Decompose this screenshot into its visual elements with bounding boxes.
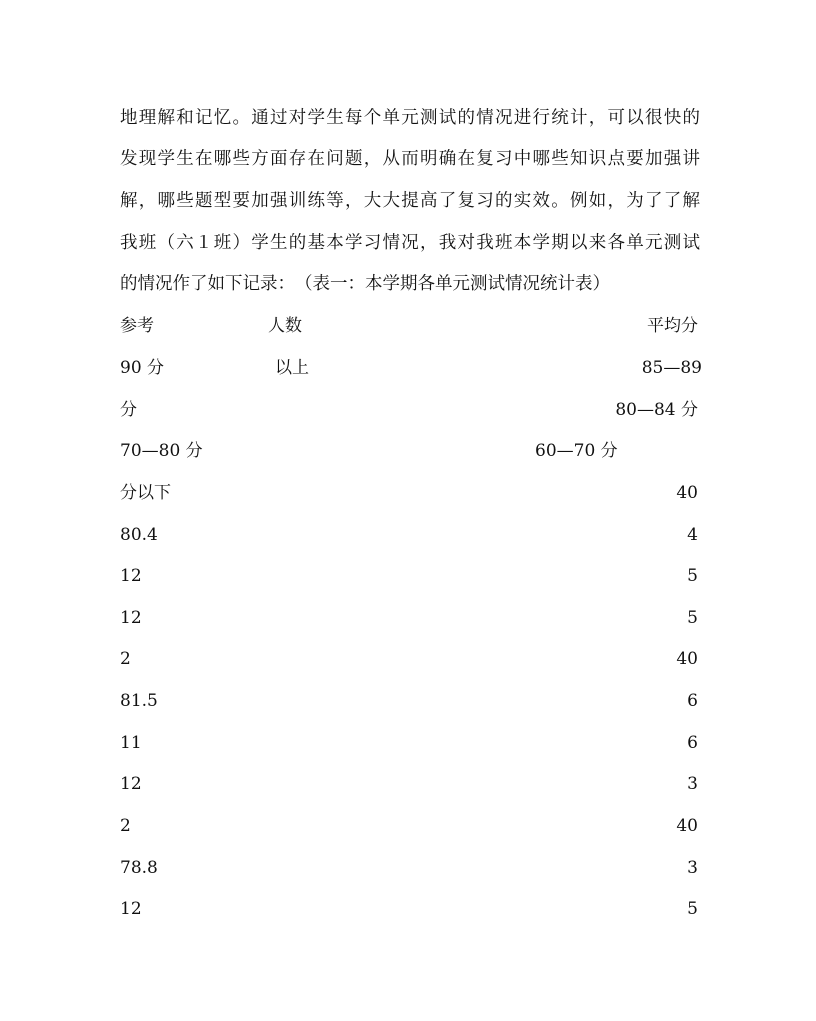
table-cell: 60—70 分	[535, 441, 618, 461]
paragraph-line-1: 地理解和记忆。通过对学生每个单元测试的情况进行统计，可以很快的	[120, 108, 700, 128]
table-cell: 78.8	[120, 858, 158, 878]
table-cell: 6	[687, 691, 698, 711]
table-cell: 3	[687, 858, 698, 878]
table-cell: 81.5	[120, 691, 158, 711]
table-cell: 5	[687, 899, 698, 919]
table-cell: 11	[120, 733, 142, 753]
table-header-count: 人数	[268, 316, 302, 336]
table-cell: 12	[120, 899, 142, 919]
paragraph-line-2: 发现学生在哪些方面存在问题，从而明确在复习中哪些知识点要加强讲	[120, 149, 700, 169]
table-cell: 4	[687, 525, 698, 545]
table-cell: 80.4	[120, 525, 158, 545]
table-cell: 6	[687, 733, 698, 753]
table-cell: 5	[687, 566, 698, 586]
table-cell: 80—84 分	[615, 400, 698, 420]
table-cell: 12	[120, 608, 142, 628]
table-cell: 5	[687, 608, 698, 628]
table-cell: 40	[676, 483, 698, 503]
table-cell: 12	[120, 566, 142, 586]
table-cell: 12	[120, 774, 142, 794]
table-cell: 3	[687, 774, 698, 794]
table-cell: 40	[676, 649, 698, 669]
table-cell: 分	[120, 400, 137, 420]
table-cell: 2	[120, 649, 131, 669]
table-cell: 90 分	[120, 358, 165, 378]
table-cell: 2	[120, 816, 131, 836]
paragraph-line-5: 的情况作了如下记录： （表一：本学期各单元测试情况统计表）	[120, 274, 610, 294]
table-cell: 分以下	[120, 483, 171, 503]
table-cell: 85—89	[641, 358, 702, 378]
table-cell: 70—80 分	[120, 441, 203, 461]
table-header-average: 平均分	[647, 316, 698, 336]
table-cell: 40	[676, 816, 698, 836]
paragraph-line-3: 解，哪些题型要加强训练等，大大提高了复习的实效。例如，为了了解	[120, 191, 700, 211]
table-cell: 以上	[275, 358, 309, 378]
paragraph-line-4: 我班（六１班）学生的基本学习情况，我对我班本学期以来各单元测试	[120, 233, 700, 253]
table-header-participants: 参考	[120, 316, 154, 336]
